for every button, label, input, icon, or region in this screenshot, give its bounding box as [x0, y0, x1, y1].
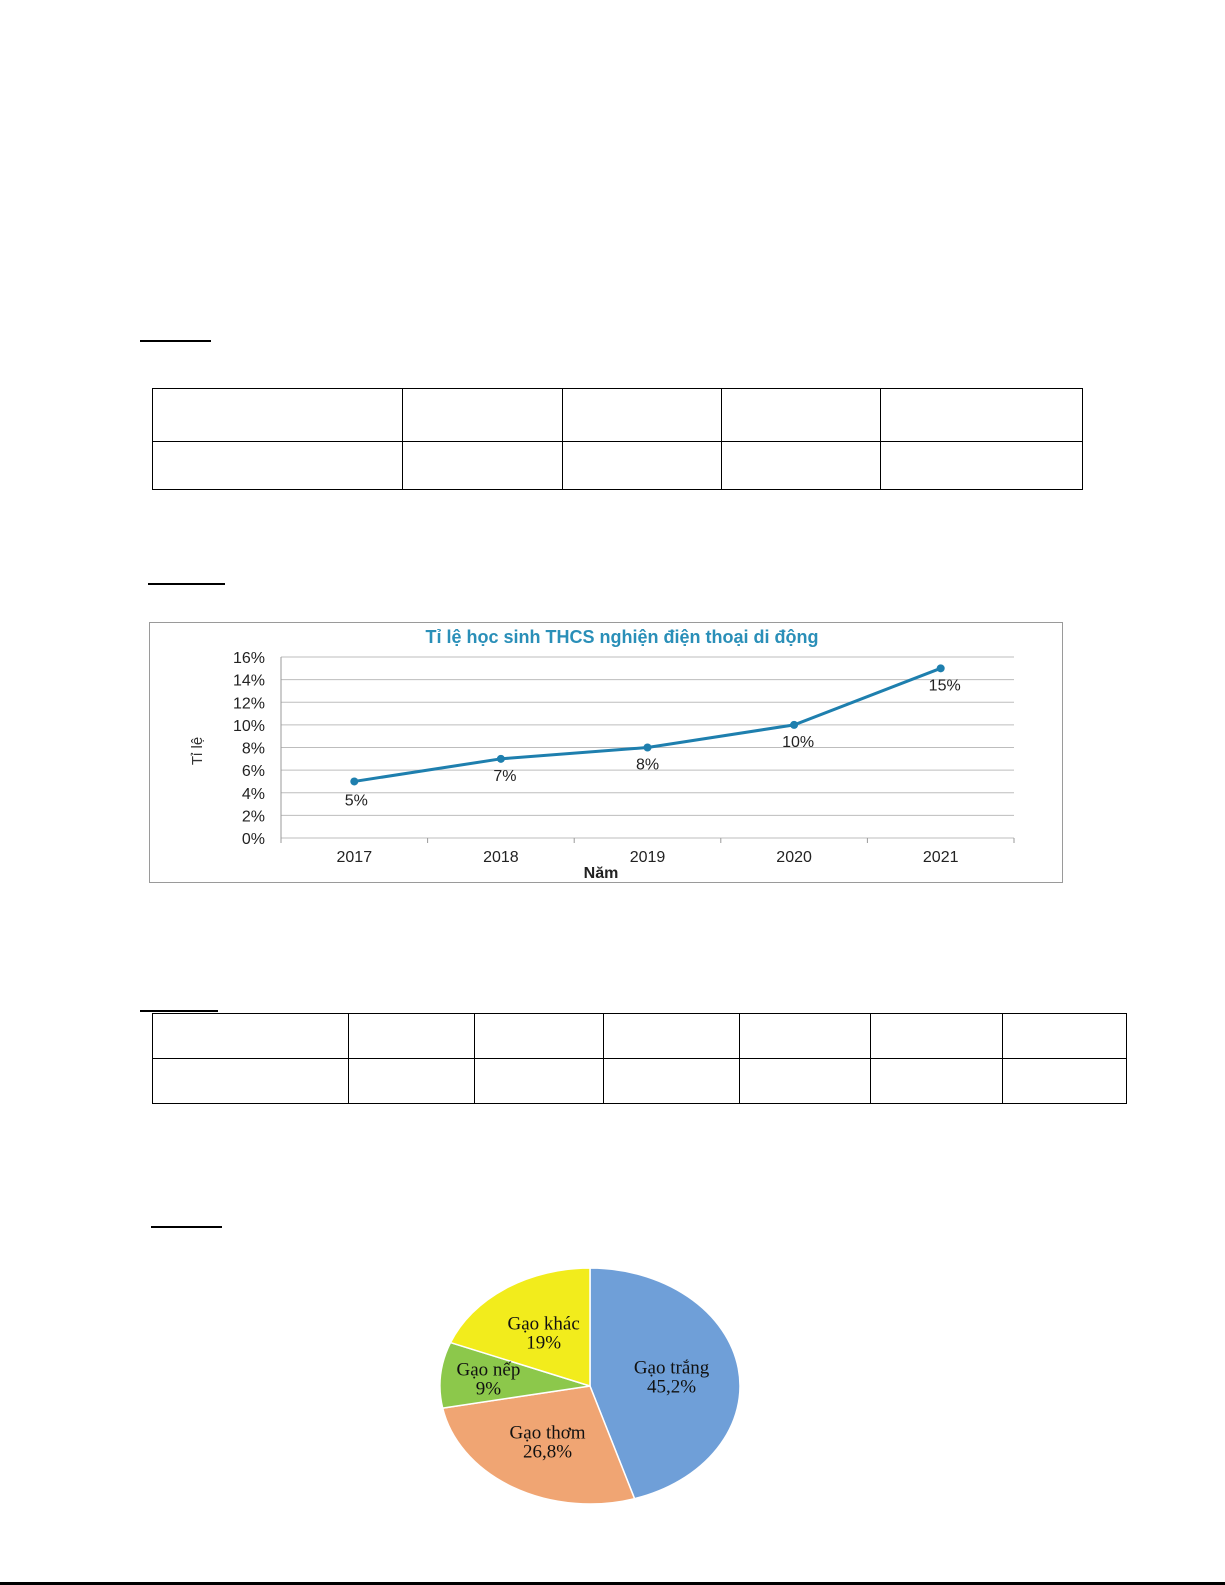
data-point — [350, 777, 358, 785]
table-cell — [1003, 1059, 1127, 1104]
pie-slice-label: Gạo trắng — [633, 1357, 710, 1379]
pie-slice-label: Gạo khác — [507, 1313, 580, 1335]
table-cell — [349, 1014, 475, 1059]
x-tick-label: 2020 — [776, 849, 812, 866]
chart-title: Tỉ lệ học sinh THCS nghiện điện thoại di động — [425, 627, 819, 647]
data-label: 10% — [782, 733, 815, 751]
table-cell — [722, 389, 881, 442]
table-cell — [871, 1059, 1003, 1104]
section-4-underline — [151, 1226, 222, 1228]
x-tick-label: 2017 — [336, 849, 373, 866]
table-cell — [604, 1014, 740, 1059]
table-cell — [881, 442, 1083, 490]
table-cell — [349, 1059, 475, 1104]
y-tick-label: 16% — [232, 650, 265, 667]
y-tick-label: 6% — [241, 763, 265, 781]
data-label: 8% — [635, 756, 660, 774]
x-tick-label: 2018 — [483, 849, 519, 866]
data-point — [497, 755, 505, 763]
pie-slice-value: 26,8% — [523, 1441, 573, 1463]
y-tick-label: 4% — [241, 785, 265, 803]
table-cell — [475, 1059, 604, 1104]
table-cell — [563, 442, 722, 490]
table-cell — [403, 389, 563, 442]
table-row — [153, 1014, 1127, 1059]
y-tick-label: 12% — [232, 695, 265, 713]
table-cell — [153, 389, 403, 442]
table-cell — [604, 1059, 740, 1104]
data-point — [790, 721, 798, 729]
table-cell — [740, 1014, 871, 1059]
table-cell — [722, 442, 881, 490]
data-label: 7% — [493, 767, 517, 785]
table-cell — [563, 389, 722, 442]
table-cell — [740, 1059, 871, 1104]
pie-slice-value: 19% — [526, 1332, 562, 1354]
x-axis-label: Năm — [583, 865, 619, 882]
data-table-1 — [152, 388, 1083, 490]
table-cell — [153, 442, 403, 490]
line-chart-frame — [149, 622, 1063, 883]
section-1-underline — [140, 340, 211, 342]
pie-slice-value: 45,2% — [647, 1376, 697, 1398]
section-3-underline — [140, 1010, 218, 1012]
section-2-underline — [148, 583, 225, 585]
table-row — [153, 1059, 1127, 1104]
data-label: 5% — [344, 792, 368, 810]
data-label: 15% — [928, 677, 961, 695]
data-table-2 — [152, 1013, 1127, 1104]
x-tick-label: 2021 — [922, 849, 959, 866]
pie-chart — [430, 1258, 750, 1514]
table-cell — [153, 1059, 349, 1104]
y-tick-label: 8% — [241, 740, 265, 758]
line-chart — [150, 623, 1062, 882]
y-tick-label: 0% — [241, 831, 265, 848]
table-cell — [153, 1014, 349, 1059]
data-point — [937, 664, 945, 672]
table-row — [153, 442, 1083, 490]
pie-slice-label: Gạo thơm — [509, 1422, 586, 1444]
table-cell — [881, 389, 1083, 442]
pie-slice-value: 9% — [475, 1378, 502, 1400]
y-tick-label: 2% — [241, 808, 265, 826]
table-cell — [871, 1014, 1003, 1059]
table-cell — [475, 1014, 604, 1059]
y-tick-label: 10% — [232, 717, 265, 735]
y-tick-label: 14% — [232, 672, 265, 690]
table-cell — [1003, 1014, 1127, 1059]
pie-slice-label: Gạo nếp — [456, 1359, 521, 1381]
table-cell — [403, 442, 563, 490]
data-point — [644, 744, 652, 752]
x-tick-label: 2019 — [629, 849, 666, 866]
y-axis-label: Tỉ lệ — [189, 736, 206, 766]
table-row — [153, 389, 1083, 442]
